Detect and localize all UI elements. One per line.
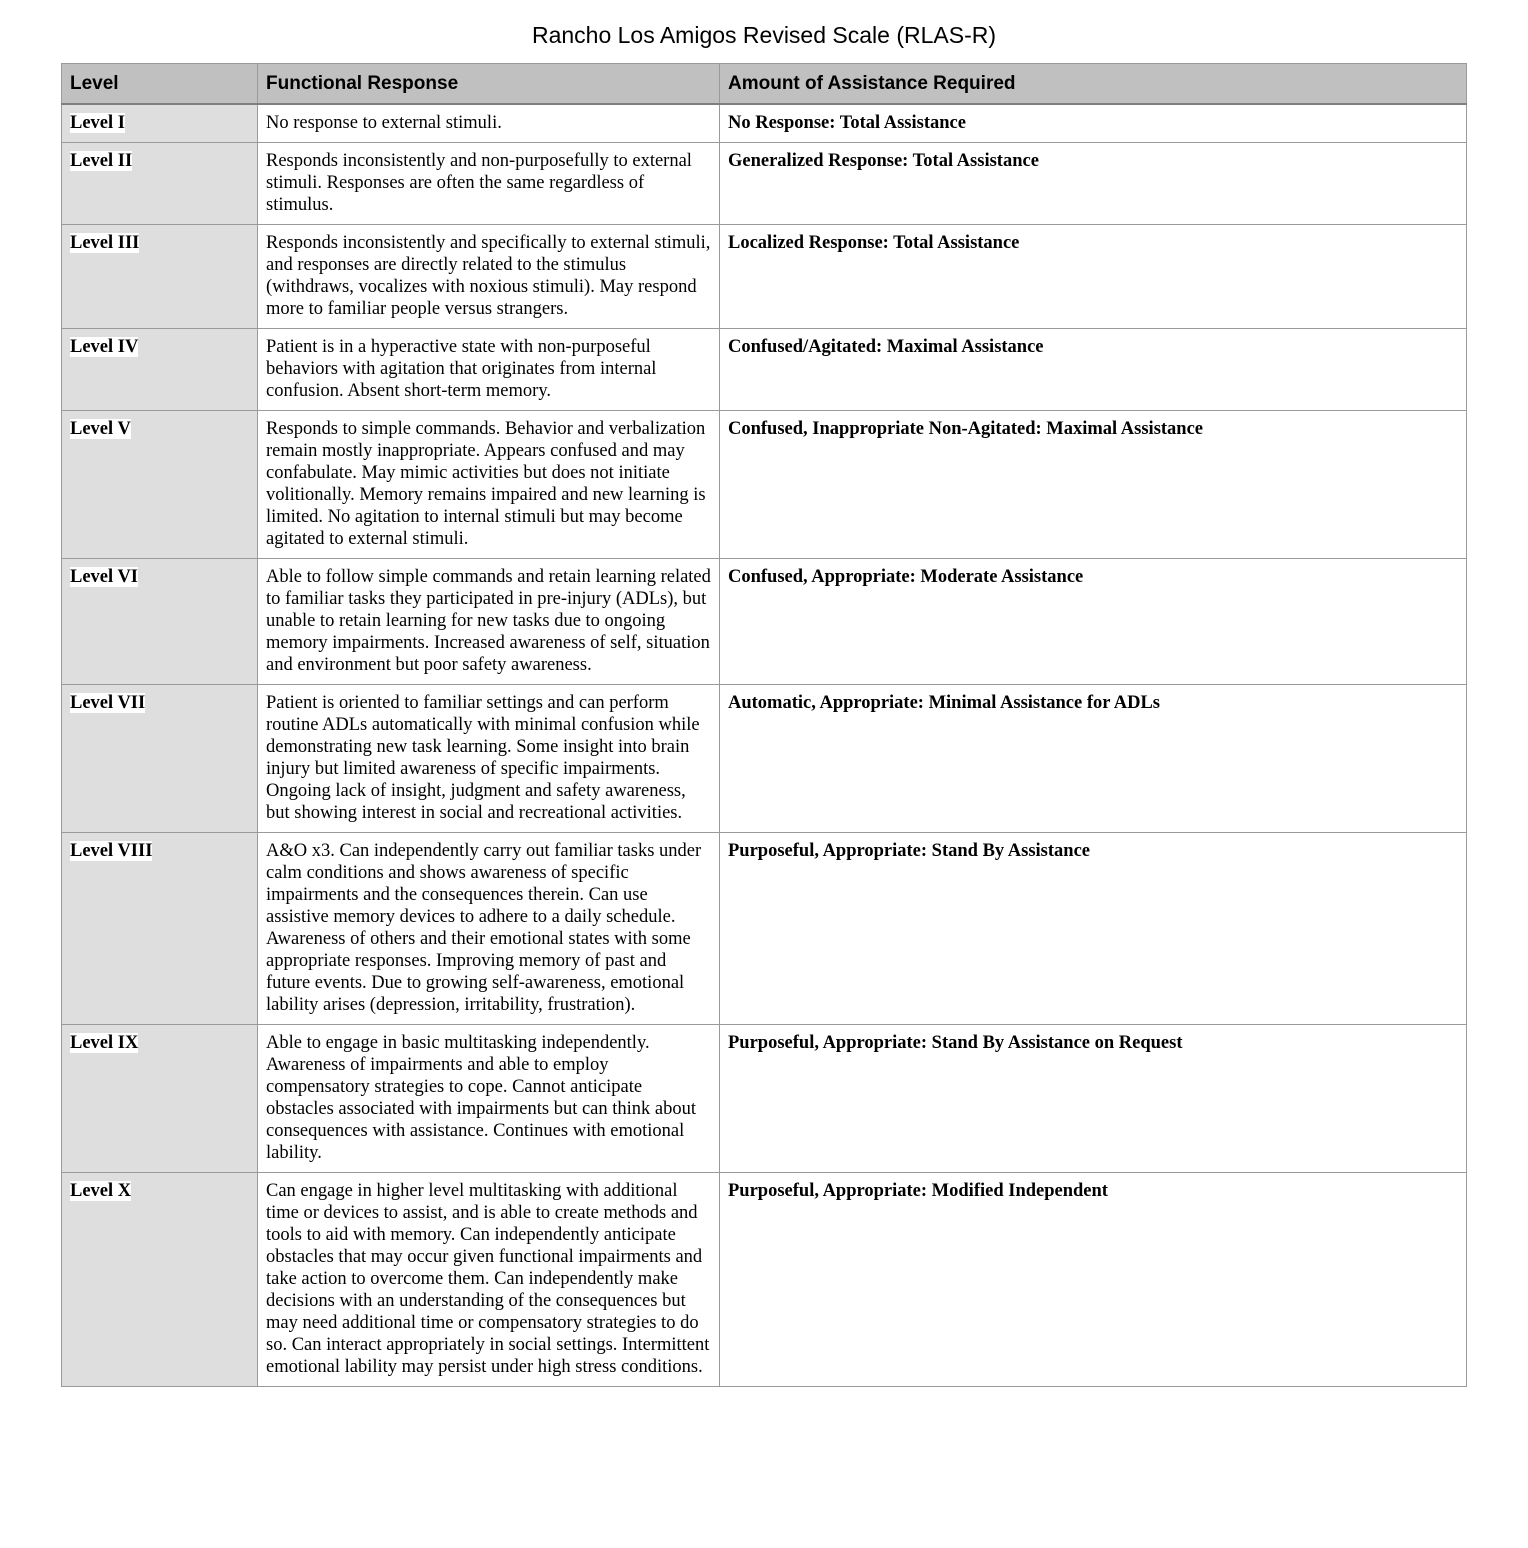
table-row [62, 104, 1467, 143]
functional-response-cell: Responds inconsistently and specifically to external stimuli, and responses are directly related to the stimulus (withdraws, vocalizes with noxious stimuli). May respond more to familiar people versus strangers. [258, 225, 720, 329]
table-row [62, 329, 1467, 411]
assistance-cell: Purposeful, Appropriate: Stand By Assistance on Request [720, 1025, 1467, 1173]
functional-response-cell: A&O x3. Can independently carry out familiar tasks under calm conditions and shows awareness of specific impairments and the consequences therein. Can use assistive memory devices to adhere to a daily schedule. Awareness of others and their emotional states with some appropriate responses. Improving memory of past and future events. Due to growing self-awareness, emotional lability arises (depression, irritability, frustration). [258, 833, 720, 1025]
assistance-cell: Automatic, Appropriate: Minimal Assistance for ADLs [720, 685, 1467, 833]
level-cell [62, 1173, 258, 1387]
functional-response-cell: Can engage in higher level multitasking with additional time or devices to assist, and is able to create methods and tools to aid with memory. Can independently anticipate obstacles that may occur given functional impairments and take action to overcome them. Can independently make decisions with an understanding of the consequences but may need additional time or compensatory strategies to do so. Can interact appropriately in social settings. Intermittent emotional lability may persist under high stress conditions. [258, 1173, 720, 1387]
functional-response-cell: No response to external stimuli. [258, 104, 720, 143]
level-label: Level X [70, 1181, 132, 1201]
page-title: Rancho Los Amigos Revised Scale (RLAS-R) [531, 22, 997, 48]
level-label: Level III [70, 233, 140, 253]
assistance-cell: Generalized Response: Total Assistance [720, 143, 1467, 225]
level-label: Level II [70, 151, 133, 171]
level-cell [62, 559, 258, 685]
table-row [62, 685, 1467, 833]
level-label: Level VIII [70, 841, 153, 861]
level-cell [62, 1025, 258, 1173]
table-row [62, 143, 1467, 225]
functional-response-cell: Able to follow simple commands and retain learning related to familiar tasks they participated in pre-injury (ADLs), but unable to retain learning for new tasks due to ongoing memory impairments. Increased awareness of self, situation and environment but poor safety awareness. [258, 559, 720, 685]
functional-response-cell: Responds to simple commands. Behavior and verbalization remain mostly inappropriate. Appears confused and may confabulate. May mimic activities but does not initiate volitionally. Memory remains impaired and new learning is limited. No agitation to internal stimuli but may become agitated to external stimuli. [258, 411, 720, 559]
assistance-cell: Confused, Inappropriate Non-Agitated: Maximal Assistance [720, 411, 1467, 559]
assistance-cell: Purposeful, Appropriate: Stand By Assistance [720, 833, 1467, 1025]
level-label: Level V [70, 419, 131, 439]
table-row [62, 559, 1467, 685]
level-label: Level I [70, 113, 125, 133]
level-cell [62, 685, 258, 833]
functional-response-cell: Patient is oriented to familiar settings and can perform routine ADLs automatically with minimal confusion while demonstrating new task learning. Some insight into brain injury but limited awareness of specific impairments. Ongoing lack of insight, judgment and safety awareness, but showing interest in social and recreational activities. [258, 685, 720, 833]
table-row [62, 1025, 1467, 1173]
column-header-functional-response: Functional Response [258, 64, 720, 105]
level-label: Level VII [70, 693, 146, 713]
assistance-cell: Confused, Appropriate: Moderate Assistance [720, 559, 1467, 685]
level-label: Level VI [70, 567, 139, 587]
table-row [62, 411, 1467, 559]
level-cell [62, 833, 258, 1025]
level-cell [62, 329, 258, 411]
level-cell [62, 104, 258, 143]
column-header-level: Level [62, 64, 258, 105]
table-body [62, 104, 1467, 1387]
functional-response-cell: Patient is in a hyperactive state with non-purposeful behaviors with agitation that originates from internal confusion. Absent short-term memory. [258, 329, 720, 411]
level-cell [62, 225, 258, 329]
functional-response-cell: Responds inconsistently and non-purposefully to external stimuli. Responses are often the same regardless of stimulus. [258, 143, 720, 225]
table-header [62, 64, 1467, 105]
level-label: Level IV [70, 337, 139, 357]
table-row [62, 1173, 1467, 1387]
table-row [62, 225, 1467, 329]
level-label: Level IX [70, 1033, 139, 1053]
column-header-assistance: Amount of Assistance Required [720, 64, 1467, 105]
level-cell [62, 143, 258, 225]
level-cell [62, 411, 258, 559]
functional-response-cell: Able to engage in basic multitasking independently. Awareness of impairments and able to employ compensatory strategies to cope. Cannot anticipate obstacles associated with impairments but can think about consequences with assistance. Continues with emotional lability. [258, 1025, 720, 1173]
table-header-row [62, 64, 1467, 105]
assistance-cell: Localized Response: Total Assistance [720, 225, 1467, 329]
assistance-cell: No Response: Total Assistance [720, 104, 1467, 143]
table-row [62, 833, 1467, 1025]
assistance-cell: Confused/Agitated: Maximal Assistance [720, 329, 1467, 411]
assistance-cell: Purposeful, Appropriate: Modified Independent [720, 1173, 1467, 1387]
rlas-r-table [61, 63, 1467, 1387]
